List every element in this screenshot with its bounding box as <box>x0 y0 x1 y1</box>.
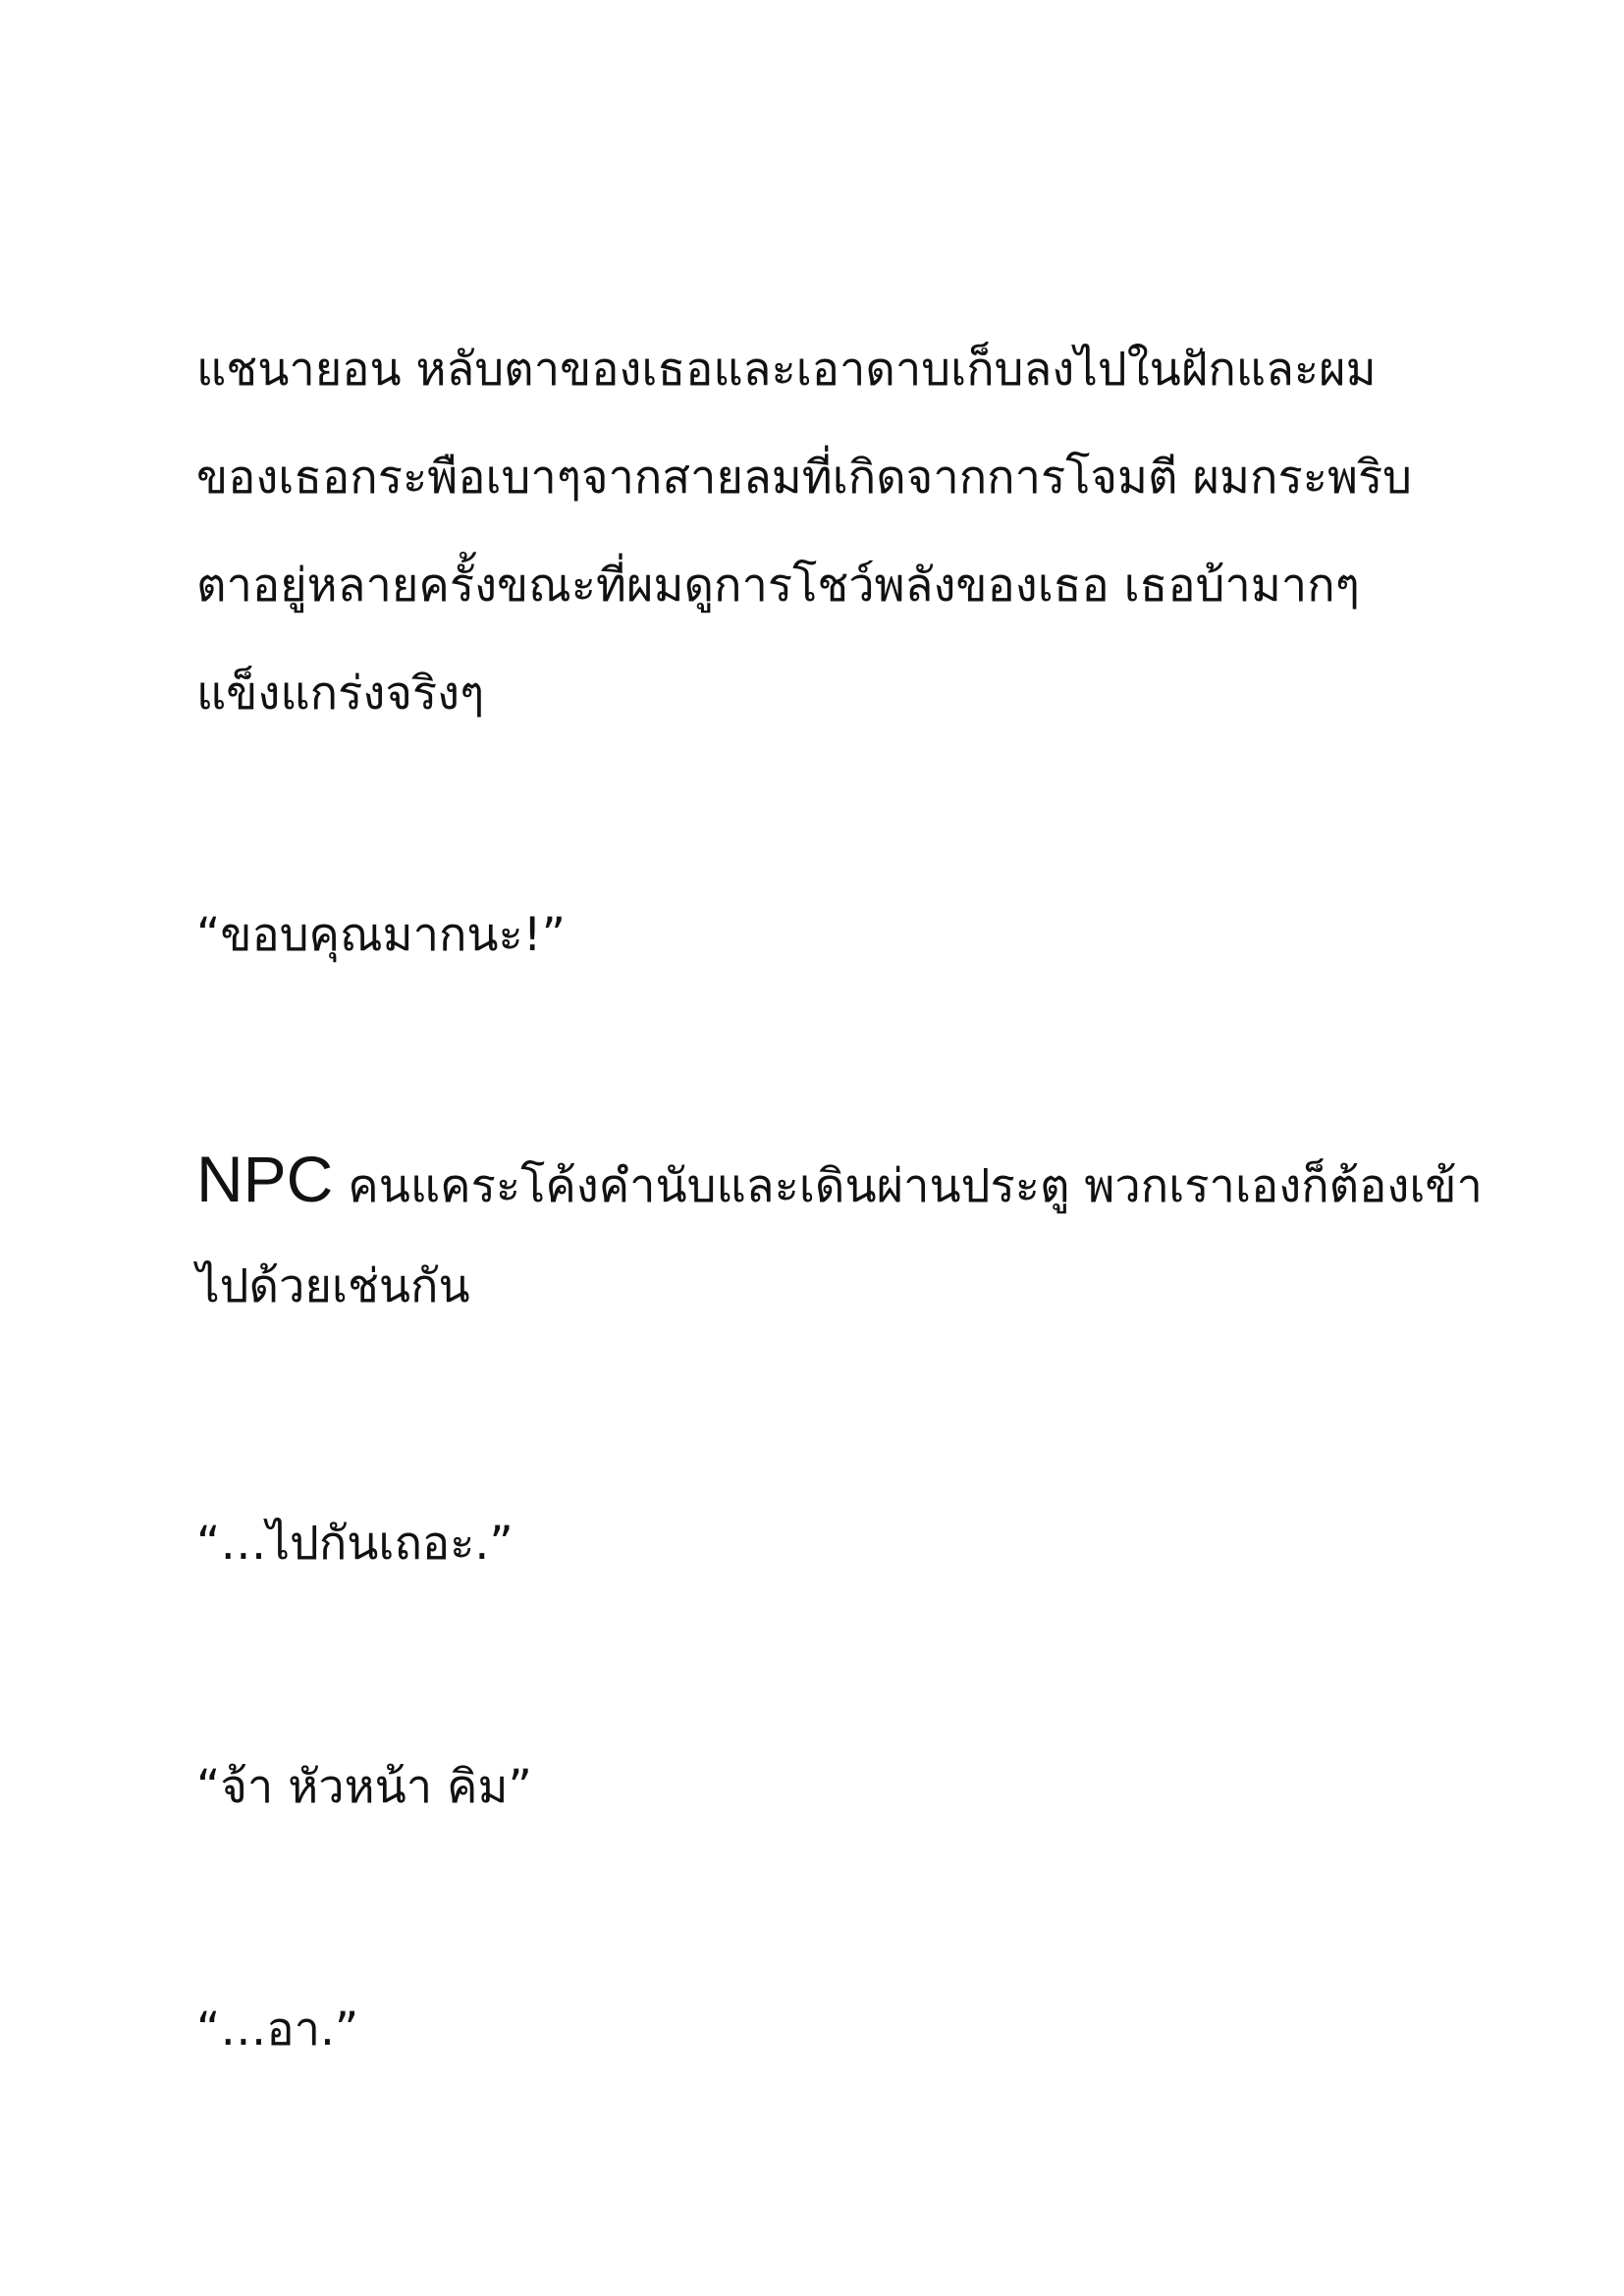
paragraph-2 <box>196 1125 1483 1341</box>
paragraph-line: แชนายอน หลับตาของเธอและเอาดาบเก็บลงไปในฝักและผม <box>196 343 1377 397</box>
dialogue-text: “…อา.” <box>196 2002 359 2056</box>
paragraph-line-rest: คนแคระโค้งคำนับและเดินผ่านประตู พวกเราเองก็ต้องเข้า <box>333 1159 1483 1213</box>
paragraph-line: แข็งแกร่งจริงๆ <box>196 667 485 721</box>
dialogue-text: “ขอบคุณมากนะ!” <box>196 908 566 962</box>
paragraph-line <box>196 1125 1483 1233</box>
paragraph-line: ของเธอกระพือเบาๆจากสายลมที่เกิดจากการโจมตี ผมกระพริบ <box>196 451 1413 505</box>
dialogue-line <box>196 1976 1463 2084</box>
paragraph-1 <box>196 316 1463 748</box>
npc-term: NPC <box>196 1143 334 1215</box>
paragraph-line: ตาอยู่หลายครั้งขณะที่ผมดูการโชว์พลังของเธอ เธอบ้ามากๆ <box>196 559 1360 613</box>
dialogue-line <box>196 881 1463 989</box>
dialogue-text: “จ้า หัวหน้า คิม” <box>196 1760 532 1814</box>
dialogue-text: “…ไปกันเถอะ.” <box>196 1517 514 1571</box>
dialogue-line <box>196 1734 1463 1842</box>
paragraph-line: ไปด้วยเช่นกัน <box>196 1259 470 1313</box>
dialogue-line <box>196 1490 1463 1598</box>
